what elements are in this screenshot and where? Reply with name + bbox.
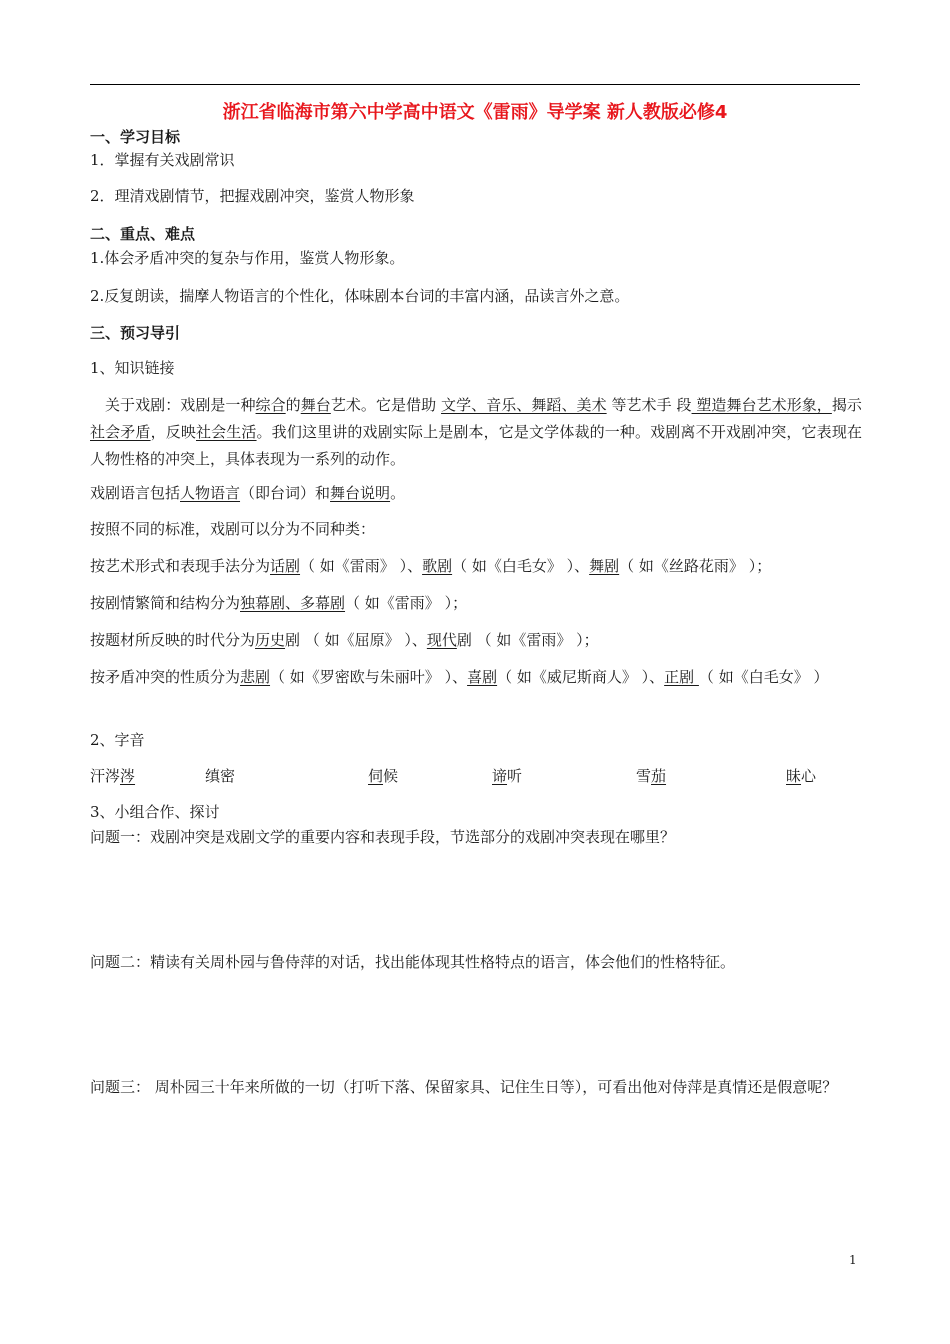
classification-intro: 按照不同的标准，戏剧可以分为不同种类： xyxy=(90,520,376,538)
section2-heading: 二、重点、难点 xyxy=(90,225,196,243)
subsection-pronunciation: 2、字音 xyxy=(90,731,145,749)
page-number: 1 xyxy=(849,1253,857,1267)
goal-item-2: 2．理清戏剧情节，把握戏剧冲突，鉴赏人物形象 xyxy=(90,187,415,205)
pinyin-item: 昧心 xyxy=(786,767,817,785)
key-point-1: 1.体会矛盾冲突的复杂与作用，鉴赏人物形象。 xyxy=(90,249,405,267)
classification-by-structure: 按剧情繁简和结构分为独幕剧、多幕剧（ 如《雷雨》 ）； xyxy=(90,594,468,612)
drama-language-line: 戏剧语言包括人物语言（即台词）和舞台说明。 xyxy=(90,484,406,502)
pinyin-item: 缜密 xyxy=(205,767,236,785)
header-rule xyxy=(90,84,860,85)
question-3: 问题三： 周朴园三十年来所做的一切（打听下落、保留家具、记住生日等），可看出他对侍萍是真情还是假意呢？ xyxy=(90,1078,838,1096)
question-1: 问题一：戏剧冲突是戏剧文学的重要内容和表现手段，节选部分的戏剧冲突表现在哪里？ xyxy=(90,828,676,846)
subsection-knowledge-link: 1、知识链接 xyxy=(90,359,175,377)
pinyin-item: 谛听 xyxy=(492,767,523,785)
subsection-group-discussion: 3、小组合作、探讨 xyxy=(90,803,220,821)
section3-heading: 三、预习导引 xyxy=(90,324,181,342)
classification-by-conflict: 按矛盾冲突的性质分为悲剧（ 如《罗密欧与朱丽叶》 ）、喜剧（ 如《威尼斯商人》 ）、正剧 （ 如《白毛女》 ） xyxy=(90,668,829,686)
pinyin-item: 伺候 xyxy=(368,767,399,785)
goal-item-1: 1．掌握有关戏剧常识 xyxy=(90,151,235,169)
pinyin-item: 雪茄 xyxy=(636,767,667,785)
question-2: 问题二：精读有关周朴园与鲁侍萍的对话，找出能体现其性格特点的语言，体会他们的性格特征。 xyxy=(90,953,736,971)
drama-intro-paragraph: 关于戏剧：戏剧是一种综合的舞台艺术。它是借助 文学、音乐、舞蹈、美术 等艺术手 段 塑造舞台艺术形象，揭示社会矛盾，反映社会生活。我们这里讲的戏剧实际上是剧本，它是文学体裁的一种。戏剧离不开戏剧冲突，它表现在人物性格的冲突上，具体表现为一系列的动作。 xyxy=(90,396,862,468)
section1-heading: 一、学习目标 xyxy=(90,128,181,146)
pinyin-item: 汗涔涔 xyxy=(90,767,136,785)
classification-by-form: 按艺术形式和表现手法分为话剧（ 如《雷雨》 ）、歌剧（ 如《白毛女》 ）、舞剧（ 如《丝路花雨》 ）； xyxy=(90,557,772,575)
key-point-2: 2.反复朗读，揣摩人物语言的个性化，体味剧本台词的丰富内涵，品读言外之意。 xyxy=(90,287,630,305)
classification-by-era: 按题材所反映的时代分为历史剧 （ 如《屈原》 ）、现代剧 （ 如《雷雨》 ）； xyxy=(90,631,599,649)
document-title: 浙江省临海市第六中学高中语文《雷雨》导学案 新人教版必修4 xyxy=(222,102,728,123)
